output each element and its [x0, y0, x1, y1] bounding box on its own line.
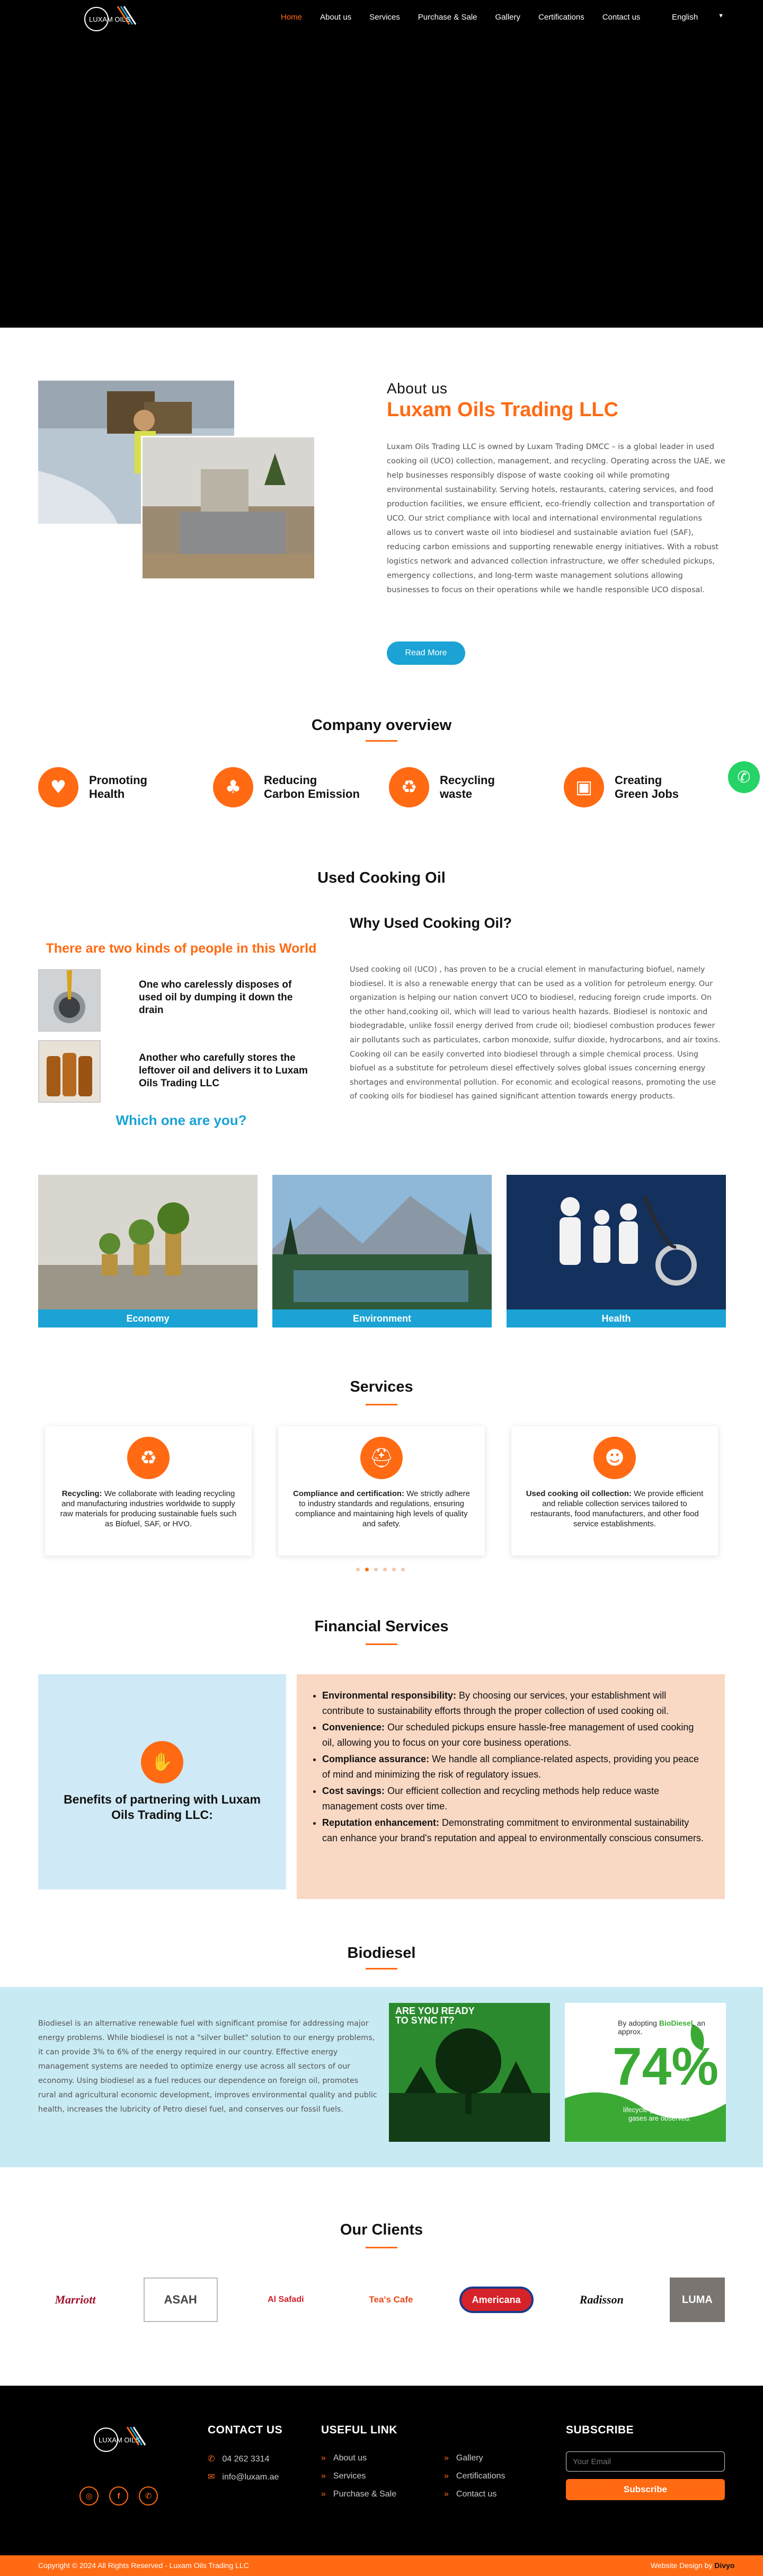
kinds-heading: There are two kinds of people in this World	[46, 941, 317, 956]
read-more-button[interactable]: Read More	[387, 641, 465, 665]
overview-label: Promoting	[89, 773, 147, 787]
drain-oil-image	[38, 969, 101, 1032]
poster-text: , an approx.	[618, 2019, 706, 2036]
overview-item-recycling	[389, 766, 495, 809]
footer-link-services[interactable]	[321, 2472, 366, 2481]
main-nav	[281, 13, 658, 22]
designer-link[interactable]: Divyo	[714, 2561, 735, 2570]
about-image-facility	[141, 436, 316, 580]
benefit-text: Our scheduled pickups ensure hassle-free management of used cooking oil, allowing you to focus on your core business operations.	[322, 1722, 694, 1748]
link-text: Purchase & Sale	[333, 2490, 397, 2499]
poster-line	[618, 2019, 726, 2036]
title-underline	[366, 740, 397, 742]
service-card-collection	[511, 1426, 718, 1555]
whatsapp-small-icon[interactable]: ✆	[139, 2486, 158, 2505]
benefit-text: Demonstrating commitment to environmental sustainability can enhance your brand's reputation and appeal to environmentally conscious consumers.	[322, 1817, 704, 1843]
social-icons	[79, 2486, 158, 2505]
biodiesel-poster-reduction	[565, 2003, 726, 2142]
photo-caption: Environment	[272, 1309, 492, 1327]
double-chevron-icon: »	[444, 2490, 449, 2499]
service-card-compliance	[278, 1426, 485, 1555]
mail-icon: ✉	[208, 2473, 215, 2482]
link-text: Gallery	[456, 2454, 483, 2463]
nav-services[interactable]: Services	[369, 13, 400, 22]
service-card-heading: Recycling:	[61, 1489, 102, 1498]
overview-label: Green Jobs	[615, 787, 679, 801]
contact-heading: CONTACT US	[208, 2424, 283, 2436]
list-item	[322, 1752, 704, 1782]
client-logo-luma: LUMA	[670, 2278, 725, 2322]
service-card-recycling	[45, 1426, 252, 1555]
poster-brand: BioDiesel	[659, 2019, 693, 2027]
why-uco-title: Why Used Cooking Oil?	[350, 915, 512, 931]
poster-text: in	[672, 2096, 681, 2105]
about-title: About us	[387, 380, 448, 397]
co2-tree-icon: ♣	[213, 767, 253, 807]
poster-big-value: 74%	[613, 2037, 719, 2096]
logo-text: LUXAM OILS	[89, 15, 131, 23]
kind-two-text: Another who carefully stores the leftover oil and delivers it to Luxam Oils Trading LLC	[139, 1052, 308, 1089]
copyright-text: Copyright © 2024 All Rights Reserved - Luxam Oils Trading LLC	[38, 2561, 249, 2570]
benefit-heading: Compliance assurance:	[322, 1754, 430, 1764]
whatsapp-icon[interactable]: ✆	[728, 761, 760, 793]
overview-label: Health	[89, 787, 125, 801]
biodiesel-poster-sync	[389, 2003, 550, 2142]
double-chevron-icon: »	[321, 2490, 326, 2499]
double-chevron-icon: »	[444, 2454, 449, 2463]
photo-caption: Health	[507, 1309, 726, 1327]
services-title: Services	[350, 1378, 413, 1395]
photo-economy	[38, 1175, 258, 1327]
benefit-heading: Environmental responsibility:	[322, 1690, 457, 1701]
client-logo-marriott: Marriott	[55, 2293, 96, 2306]
which-one-question: Which one are you?	[116, 1112, 247, 1128]
photo-health	[507, 1175, 726, 1327]
site-logo[interactable]	[74, 3, 143, 34]
overview-label: Carbon Emission	[264, 787, 360, 801]
poster-text-bottom: TO SYNC IT?	[395, 2015, 455, 2026]
why-uco-text: Used cooking oil (UCO) , has proven to be a crucial element in manufacturing biofuel, namely biodiesel. It is also a renewable energy that can be used as a volition for petroleum energy. Our organization is helping our nation convert UCO to biodiesel, reducing foreign crude imports. On the other hand,cooking oil, which will lead to various health hazards. Biodiesel is nontoxic and biodegradable, unlike fossil energy derived from crude oil; biodiesel combustion produces fewer air pollutants such as particulates, carbon monoxide, sulfur dioxide, hydrocarbons, and air toxins. Cooking oil can be easily converted into biodiesel through a simple chemical process. Using biofuel as a substitute for petroleum diesel effectively solves global issues concerning energy shortages and environmental pollution. For economic and ecological reasons, promoting the use of cooking oils for biodiesel has gained significant attention towards energy products.	[350, 965, 721, 1101]
photo-caption: Economy	[38, 1309, 258, 1327]
benefits-panel	[38, 1674, 286, 1889]
client-logo-radisson: Radisson	[579, 2293, 624, 2306]
client-logo-al-safadi: Al Safadi	[268, 2295, 304, 2304]
client-logo-asah: ASAH	[144, 2278, 218, 2322]
biodiesel-text: Biodiesel is an alternative renewable fuel with significant promise for addressing major energy problems. While biodiesel is not a "silver bullet" solution to our energy problems, it can provide 3% to 6% of the energy required in our country. Effective energy management systems are needed to optimize energy use across all sectors of our economy. Using biodiesel as a fuel reduces our dependence on foreign oil, promotes rural and agricultural economic development, improves environmental quality and public health, increases the lubricity of Petro diesel fuel, and conserves our fossil fuels.	[38, 2019, 377, 2114]
hero-banner	[0, 0, 763, 328]
photo-environment	[272, 1175, 492, 1327]
carousel-dots	[356, 1568, 405, 1571]
footer-phone[interactable]	[208, 2454, 269, 2464]
biodiesel-title: Biodiesel	[347, 1945, 416, 1962]
uco-title: Used Cooking Oil	[317, 869, 446, 886]
handshake-icon: ✋	[141, 1741, 183, 1783]
overview-item-jobs	[564, 766, 679, 809]
financial-title: Financial Services	[314, 1618, 449, 1635]
poster-text: gases are observed.	[628, 2114, 691, 2122]
facebook-icon[interactable]: f	[109, 2486, 128, 2505]
benefit-heading: Cost savings:	[322, 1786, 385, 1796]
service-card-text: We collaborate with leading recycling and manufacturing industries worldwide to supply raw materials for producing sustainable fuels such as Biofuel, SAF, or HVO.	[60, 1489, 237, 1528]
double-chevron-icon: »	[321, 2454, 326, 2463]
benefit-text: By choosing our services, your establishment will contribute to sustainability efforts through the proper collection of used cooking oil.	[322, 1690, 669, 1716]
footer-link-contact[interactable]	[444, 2490, 496, 2499]
carousel-dot[interactable]	[365, 1568, 369, 1571]
service-card-heading: Compliance and certification:	[293, 1489, 405, 1498]
link-text: Services	[333, 2472, 366, 2481]
nav-purchase-sale[interactable]: Purchase & Sale	[418, 13, 477, 22]
overview-label: Reducing	[264, 773, 317, 787]
chevron-down-icon: ▼	[718, 13, 724, 19]
benefits-list	[322, 1688, 704, 1847]
design-credit	[651, 2561, 734, 2570]
clients-title: Our Clients	[340, 2221, 423, 2238]
useful-links-heading: USEFUL LINK	[321, 2424, 397, 2436]
link-text: Contact us	[456, 2490, 497, 2499]
benefit-text: Our efficient collection and recycling methods help reduce waste management costs over time.	[322, 1786, 659, 1812]
nav-home[interactable]: Home	[281, 13, 303, 22]
nav-certifications[interactable]: Certifications	[538, 13, 584, 22]
design-credit-text: Website Design by	[651, 2561, 713, 2570]
double-chevron-icon: »	[444, 2472, 449, 2481]
kind-one-text: One who carelessly disposes of used oil by dumping it down the drain	[139, 979, 293, 1016]
instagram-icon[interactable]: ◎	[79, 2486, 99, 2505]
language-select[interactable]	[670, 10, 728, 27]
list-item	[322, 1815, 704, 1846]
client-logo-teas-cafe: Tea's Cafe	[369, 2294, 413, 2305]
client-logo-americana: Americana	[459, 2287, 534, 2313]
overview-label: Creating	[615, 773, 662, 787]
footer-link-certifications[interactable]	[444, 2472, 505, 2481]
poster-line	[639, 2096, 681, 2105]
list-item	[322, 1720, 704, 1751]
list-item	[322, 1783, 704, 1814]
carousel-dot[interactable]	[356, 1568, 360, 1571]
list-item	[322, 1688, 704, 1719]
title-underline	[366, 1404, 397, 1405]
service-card-text: We strictly adhere to industry standards and regulations, ensuring compliance and maintaining high levels of quality and safety.	[295, 1489, 470, 1528]
copyright-bar	[0, 2555, 763, 2576]
poster-text-top: ARE YOU READY	[395, 2006, 475, 2016]
phone-text: 04 262 3314	[222, 2455, 270, 2464]
overview-label: waste	[440, 787, 473, 801]
benefit-heading: Reputation enhancement:	[322, 1817, 440, 1828]
logo-text: LUXAM OILS	[99, 2436, 140, 2444]
nav-about[interactable]: About us	[320, 13, 352, 22]
overview-item-health	[38, 766, 147, 809]
carousel-dot[interactable]	[392, 1568, 396, 1571]
stored-oil-image	[38, 1040, 101, 1103]
heart-hand-icon: ♥	[38, 767, 78, 807]
footer-link-gallery[interactable]	[444, 2454, 483, 2463]
briefcase-icon: ▣	[564, 767, 604, 807]
service-card-heading: Used cooking oil collection:	[526, 1489, 632, 1498]
subscribe-email-input[interactable]	[566, 2451, 725, 2472]
benefit-text: We handle all compliance-related aspects, providing you peace of mind and minimizing the risk of regulatory issues.	[322, 1754, 699, 1780]
recycle-drop-icon: ♻	[127, 1437, 170, 1479]
about-text: Luxam Oils Trading LLC is owned by Luxam Trading DMCC – is a global leader in used cooking oil (UCO) collection, management, and recycling. Operating across the UAE, we help businesses responsibly dispose of waste cooking oil while promoting environmental sustainability. Serving hotels, restaurants, catering services, and food production facilities, we ensure efficient, eco-friendly collection and transportation of UCO. Our strict compliance with local and international environmental regulations allows us to convert waste oil into biodiesel and sustainable aviation fuel (SAF), reducing carbon emissions and supporting renewable energy initiatives. With a robust logistics network and advanced collection infrastructure, we offer scheduled pickups, emergency collections, and long-term waste management solutions allowing businesses to focus on their operations while we handle responsible UCO disposal.	[387, 443, 725, 594]
double-chevron-icon: »	[321, 2472, 326, 2481]
carousel-dot[interactable]	[383, 1568, 387, 1571]
footer-link-about[interactable]	[321, 2454, 367, 2463]
person-icon: ☻	[593, 1437, 636, 1479]
benefits-title: Benefits of partnering with Luxam Oils Trading LLC:	[64, 1792, 261, 1822]
poster-text: lifecycle greenhouse	[623, 2106, 686, 2114]
carousel-dot[interactable]	[374, 1568, 378, 1571]
email-text: info@luxam.ae	[222, 2473, 279, 2482]
service-card-text: We provide efficient and reliable collection services tailored to restaurants, food manufacturers, and other food service establishments.	[530, 1489, 704, 1528]
carousel-dot[interactable]	[401, 1568, 405, 1571]
overview-label: Recycling	[440, 773, 495, 787]
footer-email[interactable]	[208, 2472, 279, 2482]
link-text: About us	[333, 2454, 367, 2463]
company-name: Luxam Oils Trading LLC	[387, 399, 619, 421]
title-underline	[366, 1968, 397, 1970]
footer-logo[interactable]	[84, 2424, 153, 2455]
recycle-icon: ♻	[389, 767, 429, 807]
nav-gallery[interactable]: Gallery	[495, 13, 521, 22]
title-underline	[366, 2247, 397, 2248]
language-value: English	[672, 13, 698, 22]
nav-contact[interactable]: Contact us	[602, 13, 641, 22]
benefit-heading: Convenience:	[322, 1722, 385, 1733]
overview-item-carbon	[213, 766, 360, 809]
overview-title: Company overview	[311, 717, 452, 734]
client-logos	[38, 2278, 725, 2322]
worker-icon: ⛑	[360, 1437, 403, 1479]
phone-icon: ✆	[208, 2455, 215, 2464]
poster-text: reduction	[639, 2096, 673, 2105]
title-underline	[366, 1643, 397, 1645]
benefits-list-panel	[297, 1674, 725, 1899]
link-text: Certifications	[456, 2472, 505, 2481]
subscribe-button[interactable]: Subscribe	[566, 2479, 725, 2500]
poster-text: By adopting	[618, 2019, 657, 2027]
footer-link-purchase-sale[interactable]	[321, 2490, 396, 2499]
subscribe-heading: SUBSCRIBE	[566, 2424, 634, 2436]
